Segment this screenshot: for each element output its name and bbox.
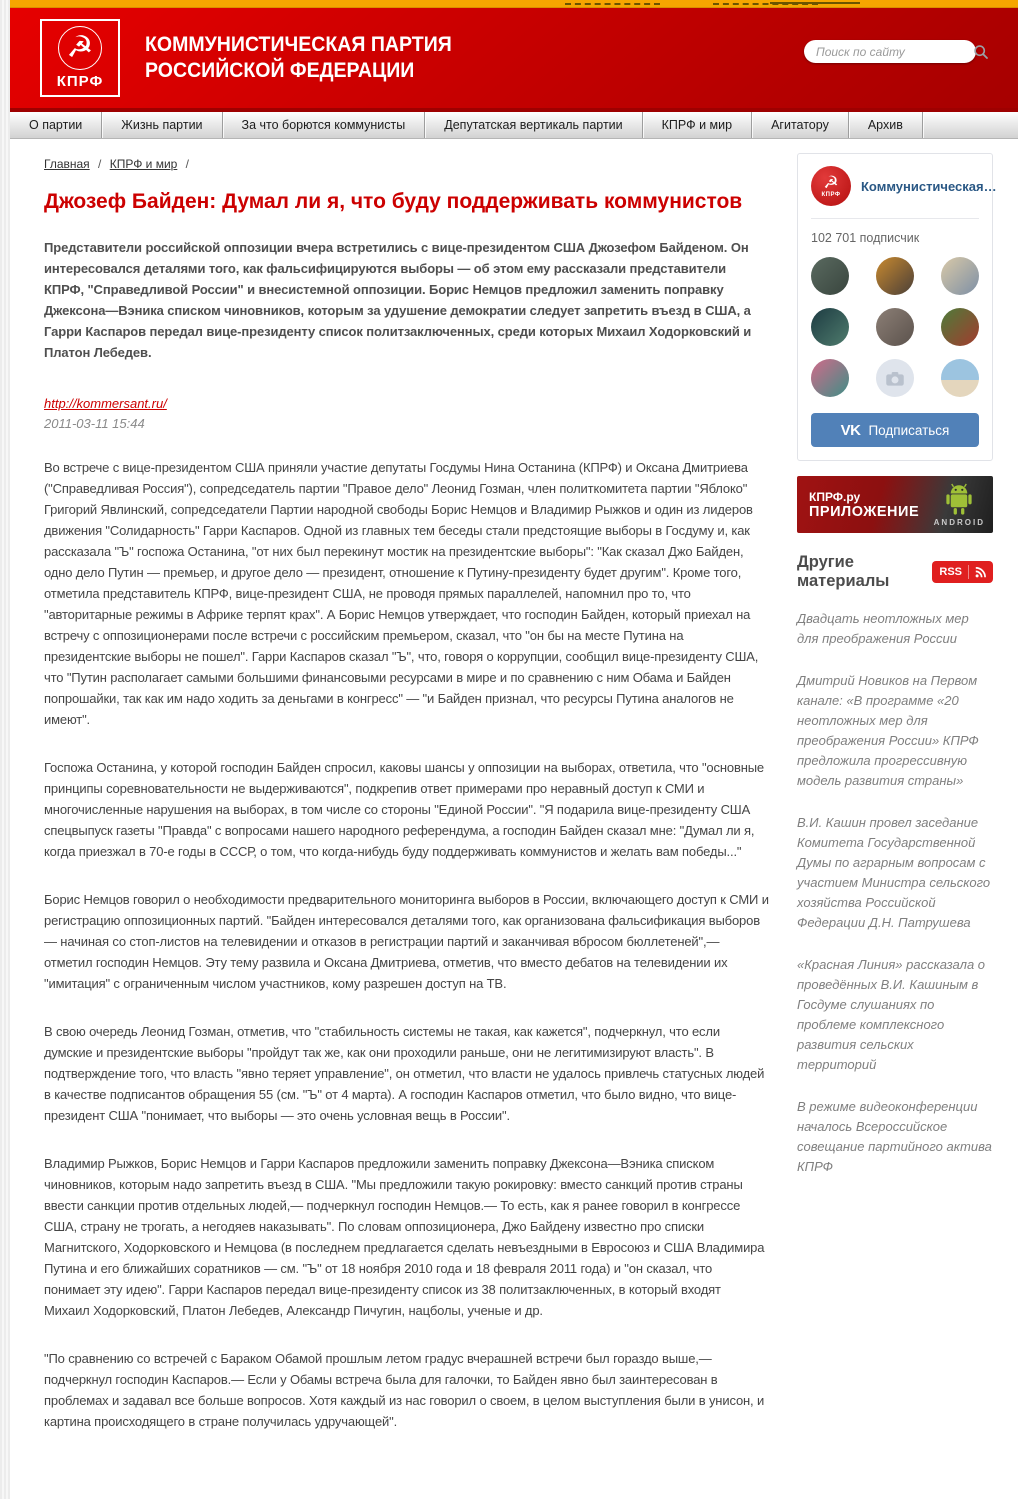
android-robot-icon	[944, 483, 974, 517]
nav-item-agitator[interactable]: Агитатору	[752, 112, 849, 138]
vk-community-widget	[797, 153, 997, 461]
content	[10, 139, 1018, 1499]
article-paragraph: Во встрече с вице-президентом США приняли участие депутаты Госдумы Нина Останина (КПРФ) и Оксана Дмитриева ("Справедливая Россия"), сопредседатель партии "Правое дело" Леонид Гозман, член политкомитета партии "Яблоко" Григорий Явлинский, сопредседатели Партии народной свободы Борис Немцов и Владимир Рыжков и один из лидеров движения "Солидарность" Гарри Каспаров. Одной из главных тем беседы стали предстоящие выборы в Госдуму и, как рассказала "Ъ" госпожа Останина, "от них был перекинут мостик на президентские выборы": "Как сказал Джо Байден, одно дело Путин — премьер, и другое дело — президент, отношение к Путину-президенту будет другим". Кроме того, отметила представитель КПРФ, вице-президент США, не проводя прямых параллелей, напомнил про то, что "авторитарные режимы в Африке терпят крах". А Борис Немцов утверждает, что господин Байден, который приехал на встречу с оппозиционерами после встречи с российским премьером, сказал, что "он бы на месте Путина на президентские выборы не пошел". Гарри Каспаров сказал "Ъ", что, говоря о коррупции, сообщил вице-президенту США, что "Путин располагает самыми большими финансовыми ресурсами в мире и по сравнению с ним Обама и Байден попрошайки, так как им надо ходить за деньгами в конгресс" — "и Байден признал, что ресурсы Путина аналогов не имеют".	[44, 460, 759, 727]
page	[10, 0, 1018, 1499]
nav-item-deputy-vertical[interactable]: Депутатская вертикаль партии	[425, 112, 642, 138]
logo-text: КПРФ	[56, 73, 104, 90]
other-materials-title: Другие материалы	[797, 553, 890, 590]
rss-divider	[968, 565, 969, 579]
breadcrumb	[44, 157, 769, 171]
search-icon[interactable]	[973, 43, 989, 61]
camera-icon	[885, 370, 905, 387]
vk-subscribers-grid	[811, 257, 979, 397]
breadcrumb-separator: /	[185, 157, 190, 171]
vk-followers-count: 102 701 подписчик	[811, 231, 920, 245]
vk-logo-icon: VK	[840, 421, 861, 439]
subscriber-avatar[interactable]	[811, 359, 849, 397]
hammer-sickle-icon: ☭	[823, 172, 839, 193]
subscriber-avatar[interactable]	[941, 308, 979, 346]
source-link[interactable]: http://kommersant.ru/	[44, 396, 167, 411]
article-paragraph: Борис Немцов говорил о необходимости предварительного мониторинга выборов в России, включающего доступ к СМИ и регистрацию оппозиционных партий. "Байден интересовался деталями того, как организована фальсификация выборов — начиная со стоп-листов на телевидении и отказов в регистрации партий и заканчивая вбросом бюллетеней",— отметил господин Немцов. Эту тему развила и Оксана Дмитриева, отметив, что вместо дебатов на телевидении их "имитация" с ограниченным числом участников, кому разрешен доступ на ТВ.	[44, 892, 769, 991]
vk-community-avatar[interactable]	[811, 166, 851, 206]
site-title-line1: КОММУНИСТИЧЕСКАЯ ПАРТИЯ	[145, 33, 452, 56]
search-input[interactable]	[816, 45, 973, 59]
subscriber-avatar-placeholder[interactable]	[876, 359, 914, 397]
topbar-remnant	[770, 1, 860, 4]
rss-label: RSS	[939, 566, 962, 578]
site-logo[interactable]	[40, 19, 120, 97]
article-date: 2011-03-11 15:44	[44, 416, 145, 431]
sidebar	[797, 153, 997, 1459]
subscriber-avatar[interactable]	[941, 359, 979, 397]
other-materials-list	[797, 609, 993, 1177]
main-nav	[10, 112, 1018, 139]
site-title-line2: РОССИЙСКОЙ ФЕДЕРАЦИИ	[145, 59, 415, 82]
vk-community-name[interactable]: Коммунистическая…	[861, 178, 997, 194]
article-paragraph: В свою очередь Леонид Гозман, отметив, что "стабильность системы не такая, как кажется", подчеркнул, что если думские и президентские выборы "пройдут так же, как они проходили раньше, они не легитимизируют власть". В подтверждение того, что власть "явно теряет управление", он отметил, что власти не удалось привлечь статусных людей в качестве подписантов обращения 55 (см. "Ъ" от 4 марта). А господин Каспаров отметил, что было видно, что вице-президент США "понимает, что выборы — это очень условная вещь в России".	[44, 1024, 765, 1123]
breadcrumb-separator: /	[98, 157, 102, 171]
breadcrumb-home-link[interactable]: Главная	[44, 157, 90, 171]
article-paragraph: Владимир Рыжков, Борис Немцов и Гарри Каспаров предложили заменить поправку Джексона—Вэника списком чиновников, которым надо запретить въезд в США. "Мы предложили такую рокировку: вместо санкций против страны ввести санкции против отдельных людей,— подчеркнул господин Немцов.— То есть, как я ранее говорил в конгрессе США, страну не трогать, а негодяев наказывать". По словам оппозиционера, Джо Байдену известно про списки Магнитского, Ходорковского и Немцова (в последнем предлагается сделать невъездными в Евросоюз и США Владимира Путина и его ближайших соратников — см. "Ъ" от 18 ноября 2010 года и 18 февраля 2011 года) и "он сказал, что понимает эту идею". Гарри Каспаров передал вице-президенту список из 38 политзаключенных, в который входят Михаил Ходорковский, Платон Лебедев, Александр Пичугин, нацболы, ученые и др.	[44, 1156, 765, 1318]
other-material-link[interactable]: В режиме видеоконференции началось Всероссийское совещание партийного актива КПРФ	[797, 1099, 992, 1174]
site-search	[804, 40, 976, 63]
rss-icon	[975, 567, 986, 578]
hammer-sickle-icon: ☭	[58, 26, 102, 70]
nav-item-kprf-and-world[interactable]: КПРФ и мир	[643, 112, 752, 138]
android-wordmark: ANDROID	[933, 517, 985, 527]
site-header	[10, 8, 1018, 108]
nav-item-about[interactable]: О партии	[10, 112, 102, 138]
subscriber-avatar[interactable]	[941, 257, 979, 295]
breadcrumb-kprf-world-link[interactable]: КПРФ и мир	[109, 157, 178, 171]
other-material-link[interactable]: Дмитрий Новиков на Первом канале: «В программе «20 неотложных мер для преображения России» КПРФ предложила прогрессивную модель развития страны»	[797, 673, 979, 788]
article-lede: Представители российской оппозиции вчера встретились с вице-президентом США Джозефом Байденом. Он интересовался деталями того, как фальсифицируются выборы — об этом ему рассказали представители КПРФ, "Справедливой России" и внесистемной оппозиции. Борис Немцов предложил заменить поправку Джексона—Вэника списком чиновников, которым за удушение демократии следует запретить въезд в США, а Гарри Каспаров передал вице-президенту список политзаключенных, среди которых Михаил Ходорковский и Платон Лебедев.	[44, 240, 752, 360]
android-logo	[934, 483, 985, 527]
article-paragraph: Госпожа Останина, у которой господин Байден спросил, каковы шансы у оппозиции на выборах, ответила, что "основные принципы соревновательности не выдерживаются", подкрепив ответ примерами про неравный доступ к СМИ и многочисленные нарушения на выборах, в том числе со стороны "Единой России". "Я подарила вице-президенту США спецвыпуск газеты "Правда" с вопросами нашего народного референдума, а господин Байден сказал мне: "Думал ли я, когда приезжал в 70-е годы в СССР, о том, что когда-нибудь буду поддерживать коммунистов и желать вам победы..."	[44, 760, 765, 859]
other-material-link[interactable]: «Красная Линия» рассказала о проведённых В.И. Кашиным в Госдуме слушаниях по проблеме комплексного развития сельских территорий	[797, 957, 986, 1072]
vk-community-header	[811, 166, 997, 219]
other-material-link[interactable]: Двадцать неотложных мер для преображения России	[797, 611, 969, 646]
rss-button[interactable]	[932, 561, 993, 583]
top-accent-bar	[10, 0, 1018, 8]
article-paragraph: "По сравнению со встречей с Бараком Обамой прошлым летом градус вчерашней встречи был гораздо выше,— подчеркнул господин Каспаров.— Если у Обамы встреча была для галочки, то Байден явно был заинтересован в проблемах и задавал все больше вопросов. Хотя каждый из нас говорил о своем, в целом выступления были в унисон, и картина происходящего в стране получилась удручающей".	[44, 1351, 765, 1429]
other-materials-header	[797, 553, 993, 591]
subscriber-avatar[interactable]	[811, 308, 849, 346]
article	[44, 153, 769, 1459]
subscriber-avatar[interactable]	[811, 257, 849, 295]
subscriber-avatar[interactable]	[876, 257, 914, 295]
app-banner-line2: ПРИЛОЖЕНИЕ	[809, 503, 920, 520]
subscriber-avatar[interactable]	[876, 308, 914, 346]
nav-item-archive[interactable]: Архив	[849, 112, 923, 138]
nav-item-party-life[interactable]: Жизнь партии	[102, 112, 222, 138]
topbar-remnant	[565, 2, 660, 5]
vk-avatar-label: КПРФ	[821, 191, 841, 198]
vk-subscribe-button[interactable]	[811, 413, 979, 447]
article-title: Джозеф Байден: Думал ли я, что буду поддерживать коммунистов	[44, 190, 743, 213]
kprf-app-banner[interactable]	[797, 476, 993, 533]
vk-subscribe-label: Подписаться	[868, 422, 950, 438]
app-banner-line1: КПРФ.ру	[809, 489, 861, 504]
app-banner-text	[809, 490, 919, 520]
other-material-link[interactable]: В.И. Кашин провел заседание Комитета Государственной Думы по аграрным вопросам с участием Министра сельского хозяйства Российской Федерации Д.Н. Патрушева	[797, 815, 991, 930]
site-title	[145, 32, 452, 84]
nav-item-what-communists-fight-for[interactable]: За что борются коммунисты	[223, 112, 426, 138]
